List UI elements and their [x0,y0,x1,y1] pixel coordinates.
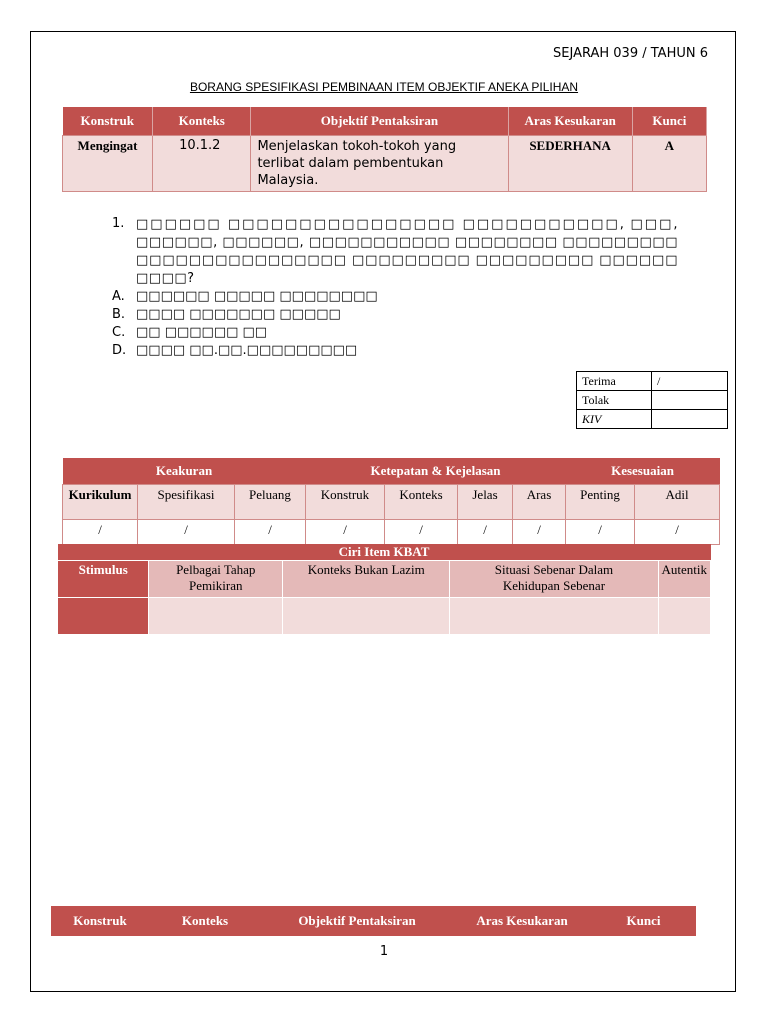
option-letter: B. [112,307,126,322]
quality-sub-aras: Aras [513,485,566,520]
spec-aras: SEDERHANA [508,136,632,192]
quality-mark[interactable]: / [235,520,306,545]
quality-sub-adil: Adil [635,485,720,520]
spec-header-objektif: Objektif Pentaksiran [251,107,508,136]
option-d[interactable] [112,343,357,358]
judgement-kiv-mark[interactable] [652,410,728,429]
kbat-cell-konteks[interactable] [283,598,450,635]
footer-header-konteks: Konteks [149,906,261,936]
spec-kunci: A [632,136,706,192]
quality-mark[interactable]: / [566,520,635,545]
kbat-header-konteks: Konteks Bukan Lazim [283,561,450,598]
option-a[interactable] [112,289,378,304]
quality-group-ketepatan: Ketepatan & Kejelasan [306,458,566,485]
kbat-caption: Ciri Item KBAT [58,544,711,561]
option-letter: A. [112,289,125,304]
quality-sub-konteks: Konteks [385,485,458,520]
quality-sub-jelas: Jelas [458,485,513,520]
kbat-header-pelbagai: Pelbagai Tahap Pemikiran [149,561,283,598]
judgement-table [576,371,728,429]
footer-header-aras: Aras Kesukaran [453,906,591,936]
quality-mark[interactable]: / [138,520,235,545]
option-text: □□ □□□□□□ □□ [136,325,268,340]
spec-header-konteks: Konteks [153,107,251,136]
judgement-terima-label: Terima [577,372,652,391]
kbat-header-situasi: Situasi Sebenar Dalam Kehidupan Sebenar [450,561,658,598]
question-number: 1. [112,216,125,231]
judgement-tolak-label: Tolak [577,391,652,410]
spec-konteks: 10.1.2 [153,136,251,192]
kbat-cell-pelbagai[interactable] [149,598,283,635]
spec-header-aras: Aras Kesukaran [508,107,632,136]
page-number: 1 [379,944,389,959]
quality-sub-kurikulum: Kurikulum [63,485,138,520]
kbat-cell-stimulus[interactable] [58,598,149,635]
option-letter: C. [112,325,126,340]
judgement-tolak-mark[interactable] [652,391,728,410]
footer-header-konstruk: Konstruk [51,906,149,936]
kbat-cell-situasi[interactable] [450,598,658,635]
option-text: □□□□ □□.□□.□□□□□□□□□ [136,343,358,358]
quality-mark[interactable]: / [458,520,513,545]
option-text: □□□□□□ □□□□□ □□□□□□□□ [136,289,378,304]
quality-mark[interactable]: / [635,520,720,545]
quality-sub-spesifikasi: Spesifikasi [138,485,235,520]
option-text: □□□□ □□□□□□□ □□□□□ [136,307,341,322]
footer-spec-header [51,906,696,936]
spec-konstruk: Mengingat [63,136,153,192]
option-c[interactable] [112,325,267,340]
quality-mark[interactable]: / [513,520,566,545]
spec-header-konstruk: Konstruk [63,107,153,136]
quality-mark[interactable]: / [63,520,138,545]
spec-objektif: Menjelaskan tokoh-tokoh yang terlibat dalam pembentukan Malaysia. [251,136,508,192]
spec-header-kunci: Kunci [632,107,706,136]
quality-table [62,458,720,545]
footer-header-kunci: Kunci [591,906,696,936]
quality-sub-penting: Penting [566,485,635,520]
kbat-table [57,544,711,635]
question-text: □□□□□□ □□□□□□□□□□□□□□□□ □□□□□□□□□□□, □□□, □□□□□□, □□□□□□, □□□□□□□□□□□ □□□□□□□□ □□□□□□□□□ □□□□□□□□□□□□□□□□ □□□□□□□□□ □□□□□□□□□ □□□□□□ □□□□? [136,217,678,286]
judgement-kiv-label: KIV [577,410,652,429]
option-b[interactable] [112,307,341,322]
footer-header-objektif: Objektif Pentaksiran [261,906,453,936]
option-letter: D. [112,343,127,358]
quality-mark[interactable]: / [385,520,458,545]
quality-mark[interactable]: / [306,520,385,545]
kbat-cell-autentik[interactable] [658,598,711,635]
quality-group-keakuran: Keakuran [63,458,306,485]
quality-group-kesesuaian: Kesesuaian [566,458,720,485]
judgement-terima-mark[interactable]: / [652,372,728,391]
kbat-header-stimulus: Stimulus [58,561,149,598]
quality-sub-konstruk: Konstruk [306,485,385,520]
subject-code: SEJARAH 039 / TAHUN 6 [553,46,708,61]
kbat-header-autentik: Autentik [658,561,711,598]
document-title: BORANG SPESIFIKASI PEMBINAAN ITEM OBJEKTIF ANEKA PILIHAN [189,80,579,94]
spec-table [62,107,707,192]
quality-sub-peluang: Peluang [235,485,306,520]
